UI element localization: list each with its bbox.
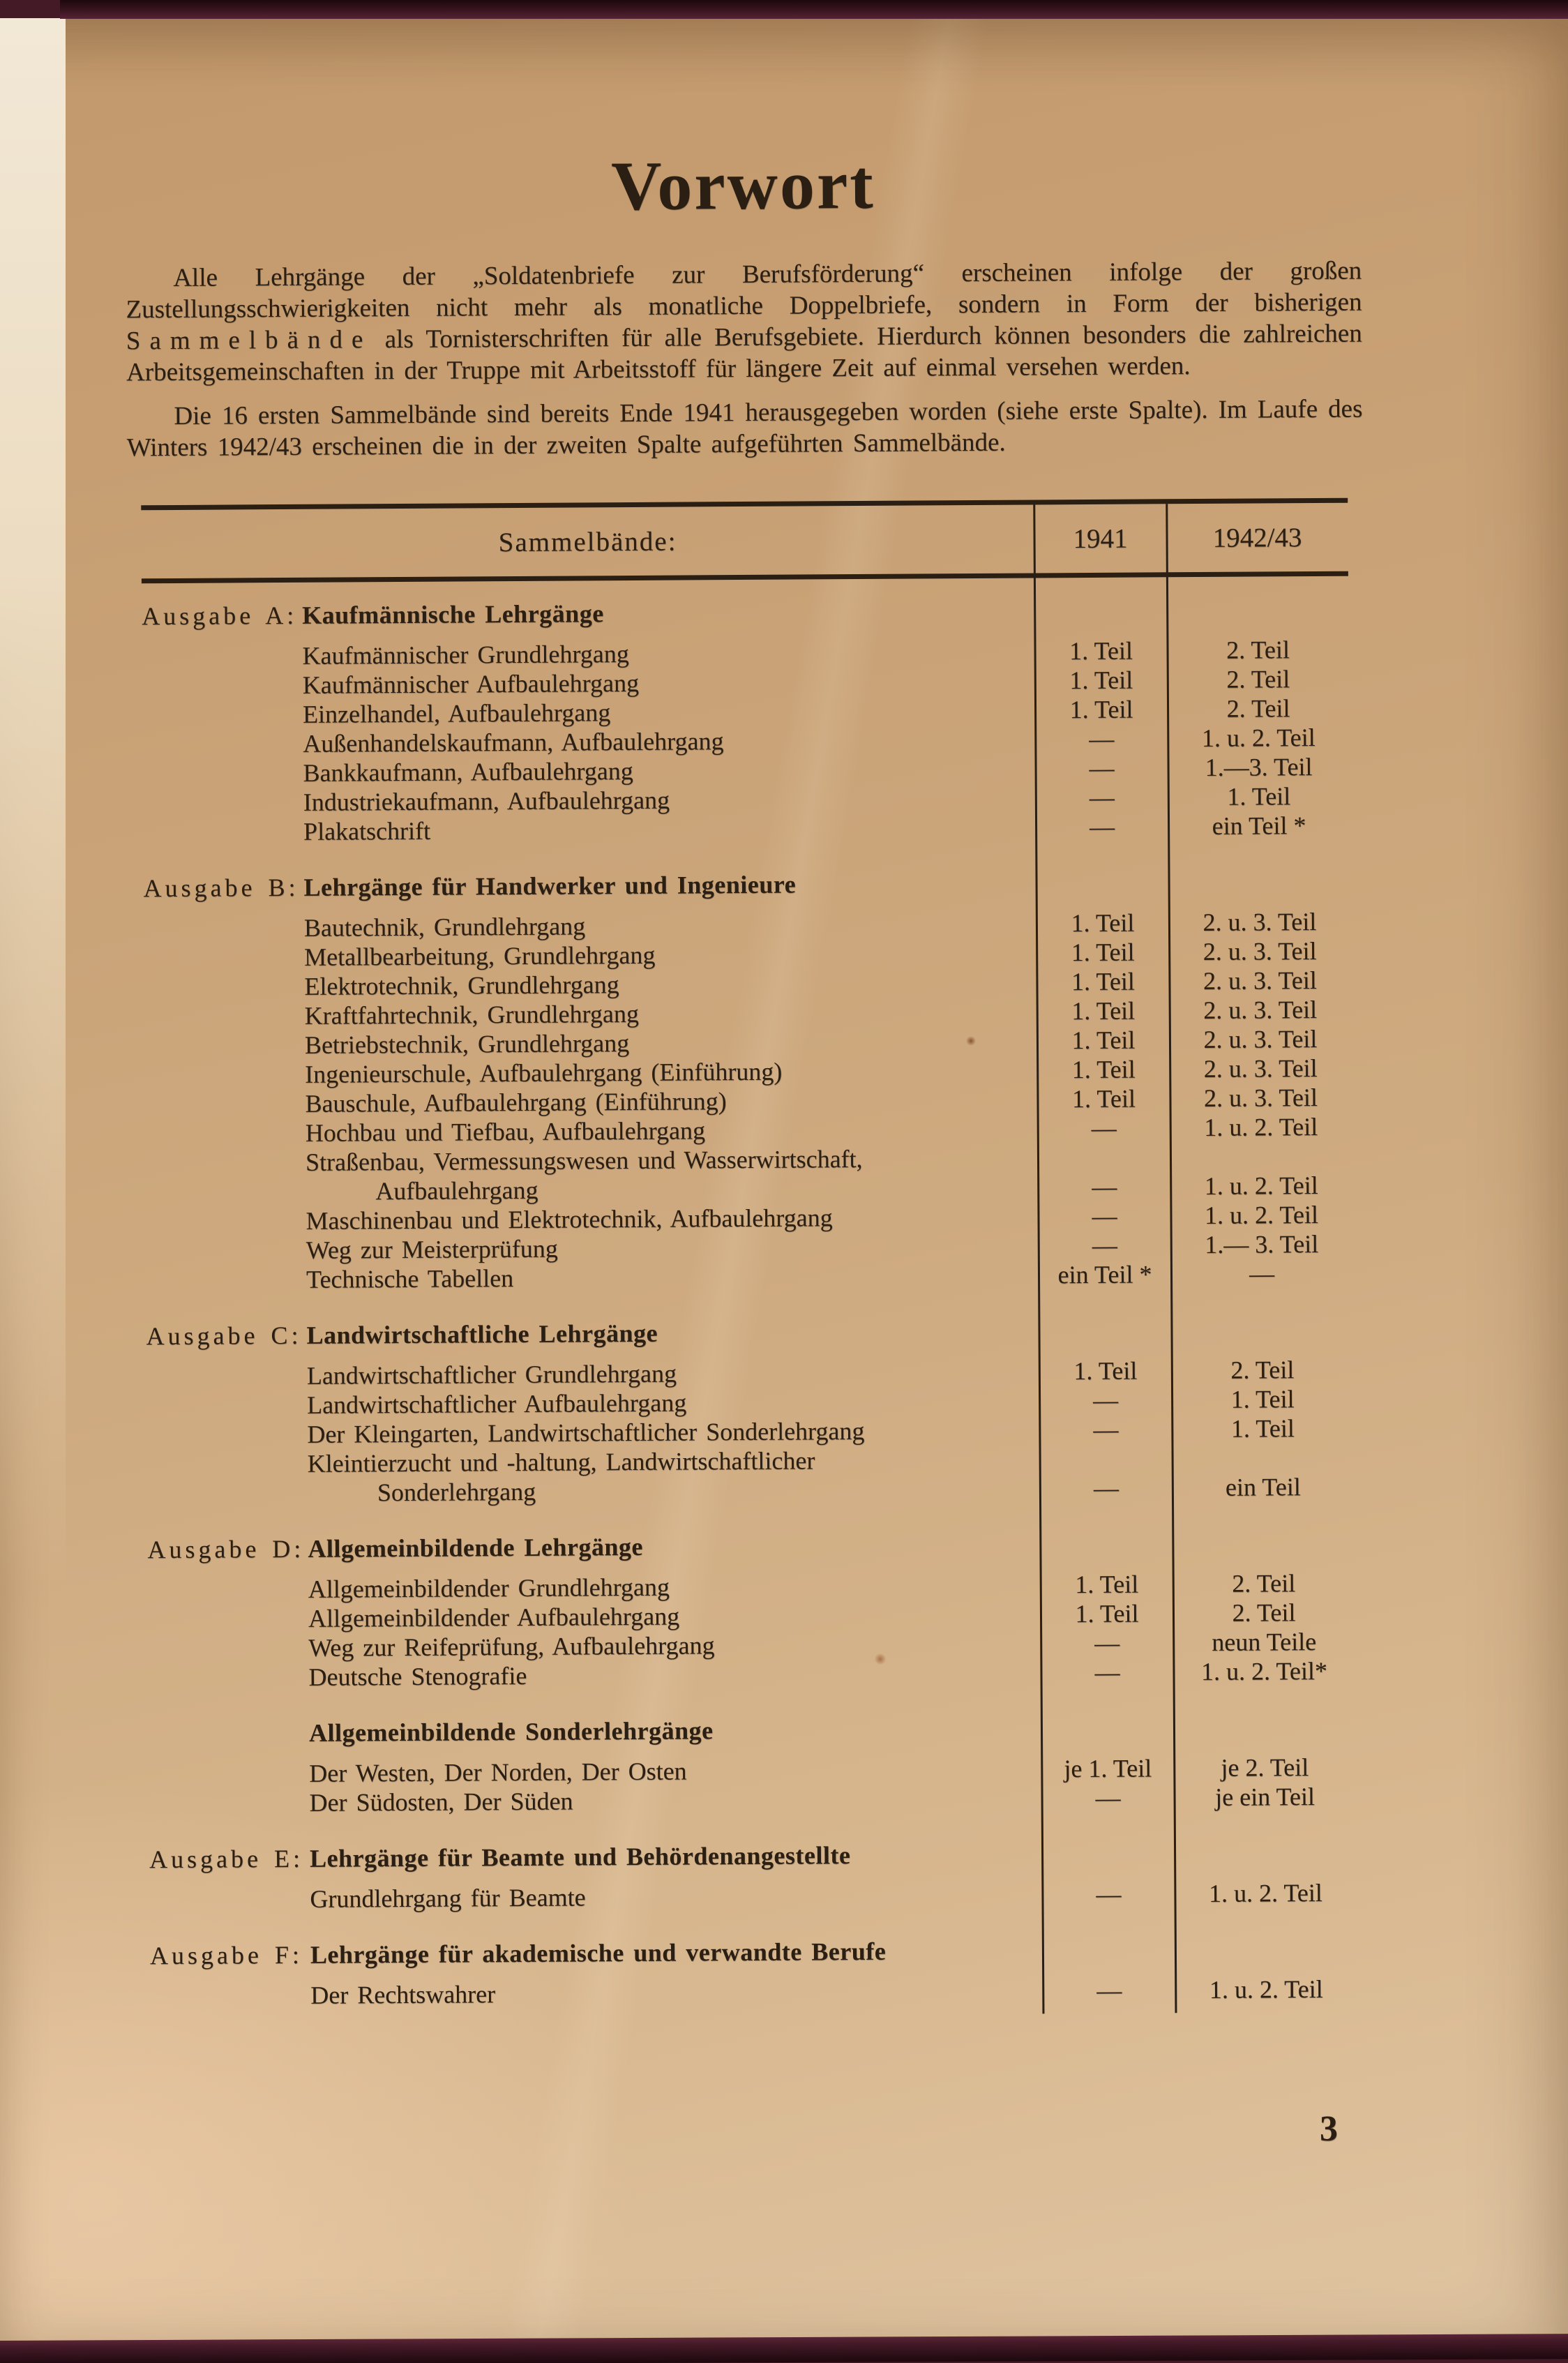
section-heading-cell (149, 1713, 1041, 1748)
section-heading-1942-43-cell (1175, 1949, 1357, 1950)
row-name-line: Technische Tabellen (306, 1264, 514, 1293)
paper-sheet (0, 18, 1568, 2342)
section-label: Ausgabe D: (147, 1534, 305, 1564)
row-name-line: Kraftfahrtechnik, Grundlehrgang (304, 999, 639, 1030)
row-value-1941: 1. Teil (1075, 1570, 1139, 1599)
row-value-1941: 1. Teil (1073, 1356, 1138, 1386)
row-value-1942-43: 1. u. 2. Teil (1208, 1878, 1322, 1907)
row-value-1942-43: 2. Teil (1230, 1356, 1295, 1384)
section-label: Ausgabe C: (146, 1321, 302, 1351)
row-value-1941: — (1091, 1113, 1117, 1142)
row-name (146, 1260, 1039, 1295)
page-number: 3 (1320, 2109, 1338, 2149)
row-value-1941: 1. Teil (1071, 967, 1135, 996)
section-heading-cell (147, 1529, 1040, 1564)
section-label: Ausgabe B: (143, 873, 299, 903)
row-value-1942-43: 1. u. 2. Teil (1204, 1200, 1319, 1229)
row-value-1942-43: 1. Teil (1230, 1385, 1295, 1413)
adjacent-page-edge (0, 18, 66, 1588)
row-name-line: Der Kleingarten, Landwirtschaftlicher Sonderlehrgang (307, 1416, 865, 1448)
row-name (147, 1444, 1040, 1508)
row-value-1942-43: 2. Teil (1226, 636, 1290, 664)
row-value-1942-43: 2. u. 3. Teil (1203, 1083, 1318, 1112)
row-name-line: Landwirtschaftlicher Grundlehrgang (306, 1359, 677, 1390)
section-heading-1941-cell (1043, 1949, 1175, 1950)
row-name-line: Maschinenbau und Elektrotechnik, Aufbaulehrgang (306, 1203, 833, 1235)
row-name-line: Landwirtschaftlicher Aufbaulehrgang (307, 1388, 687, 1419)
row-value-1942-43: 1.—3. Teil (1205, 753, 1313, 781)
row-value-1942-43: 2. Teil (1226, 694, 1290, 723)
row-value-1941: 1. Teil (1069, 666, 1133, 695)
section-heading-1942-43-cell (1175, 1852, 1356, 1854)
section-label: Ausgabe F: (149, 1940, 303, 1970)
section-heading-1942-43-cell (1173, 1543, 1354, 1544)
row-name-line: Allgemeinbildender Grundlehrgang (308, 1573, 670, 1603)
row-value-1942-43: 1. u. 2. Teil (1201, 723, 1316, 752)
row-value-1941: — (1089, 753, 1115, 782)
row-name-line: Industriekaufmann, Aufbaulehrgang (303, 786, 670, 816)
paragraph-segment: Alle Lehrgänge der „Soldatenbriefe zur Berufsförderung“ erscheinen infolge der großen Zustellungsschwierigkeiten nicht mehr als monatliche Doppelbriefe, sondern in Form der bisherigen (126, 256, 1362, 324)
row-value-1941: — (1094, 1658, 1120, 1686)
row-value-1942-43: 1.— 3. Teil (1205, 1229, 1319, 1259)
row-value-1941: — (1095, 1783, 1121, 1812)
row-value-1941: — (1092, 1172, 1117, 1201)
column-header-name: Sammelbände: (498, 526, 677, 557)
row-name (150, 1976, 1043, 2011)
section-heading-1942-43-cell (1171, 1329, 1352, 1330)
row-value-1942-43: 2. u. 3. Teil (1203, 936, 1317, 966)
row-value-1942-43: 2. Teil (1232, 1569, 1296, 1598)
section-heading-cell (150, 1935, 1043, 1970)
section-title: Landwirtschaftliche Lehrgänge (306, 1319, 658, 1349)
row-name-continuation: Sonderlehrgang (377, 1477, 536, 1507)
row-value-1941: ein Teil * (1057, 1260, 1152, 1289)
row-name-line: Der Südosten, Der Süden (309, 1787, 573, 1817)
row-value-1942-43: 1. u. 2. Teil (1204, 1112, 1318, 1141)
row-value-1941: 1. Teil (1071, 1055, 1136, 1084)
row-name-line: Grundlehrgang für Beamte (310, 1883, 586, 1913)
row-value-1942-43: 2. u. 3. Teil (1203, 1024, 1318, 1053)
section-label (149, 1741, 309, 1742)
row-value-1941: je 1. Teil (1064, 1754, 1152, 1783)
section-title: Kaufmännische Lehrgänge (302, 599, 604, 629)
row-value-1941: — (1093, 1415, 1119, 1443)
row-value-1941: 1. Teil (1071, 938, 1135, 967)
row-value-1942-43: ein Teil * (1212, 811, 1306, 840)
section-heading-1941-cell (1036, 882, 1169, 883)
row-value-1941: — (1092, 1386, 1119, 1414)
page-content (124, 15, 1372, 2020)
intro-paragraph-1 (126, 255, 1362, 389)
row-value-1941: 1. Teil (1071, 1026, 1136, 1055)
row-name-line: Hochbau und Tiefbau, Aufbaulehrgang (305, 1116, 706, 1147)
row-value-1942-43: 2. u. 3. Teil (1203, 995, 1318, 1024)
row-name-line: Plakatschrift (303, 816, 431, 846)
row-value-1942-43: ein Teil (1225, 1473, 1301, 1501)
row-value-1941: — (1096, 1880, 1122, 1908)
intro-paragraph-2: Die 16 ersten Sammelbände sind bereits Ende 1941 herausgegeben worden (siehe erste Spalte). Im Laufe des Winters 1942/43 erscheinen die in der zweiten Spalte aufgeführten Sammelbände. (126, 394, 1363, 463)
row-value-1942-43: 2. Teil (1232, 1598, 1296, 1627)
section-title: Lehrgänge für Beamte und Behördenangestellte (309, 1841, 851, 1873)
row-name-line: Bauschule, Aufbaulehrgang (Einführung) (305, 1087, 727, 1118)
section-heading-cell (143, 868, 1036, 903)
row-value-1941: — (1092, 1201, 1117, 1230)
section-heading-cell (146, 1316, 1039, 1351)
section-heading-cell (142, 596, 1034, 631)
row-value-1941: — (1096, 1976, 1122, 2004)
section-heading-1941-cell (1042, 1853, 1175, 1854)
page-title: Vorwort (610, 145, 875, 225)
row-value-1942-43: neun Teile (1212, 1628, 1317, 1656)
row-value-1942-43: je ein Teil (1215, 1783, 1316, 1811)
row-name-line: Betriebstechnik, Grundlehrgang (304, 1029, 630, 1059)
section-title: Allgemeinbildende Lehrgänge (308, 1532, 644, 1563)
row-value-1942-43: 2. u. 3. Teil (1203, 966, 1317, 995)
row-value-1941: 1. Teil (1069, 695, 1133, 724)
row-name-line: Kleintierzucht und -haltung, Landwirtschaftlicher (307, 1446, 815, 1478)
row-value-1941: 1. Teil (1071, 1084, 1136, 1113)
row-name (143, 812, 1036, 847)
row-value-1941: — (1094, 1628, 1120, 1657)
row-name-line: Kaufmännischer Grundlehrgang (302, 640, 629, 670)
row-value-1942-43: 1. u. 2. Teil* (1200, 1656, 1328, 1686)
row-name-line: Weg zur Reifeprüfung, Aufbaulehrgang (308, 1631, 715, 1662)
row-name (149, 1783, 1041, 1818)
section-heading-1941-cell (1040, 1543, 1173, 1544)
row-name-line: Elektrotechnik, Grundlehrgang (304, 970, 619, 1000)
row-name (148, 1658, 1041, 1693)
row-value-1941: — (1089, 724, 1115, 753)
row-value-1942-43: 2. Teil (1226, 665, 1290, 693)
row-name-line: Weg zur Meisterprüfung (306, 1234, 558, 1264)
row-value-1941: — (1089, 783, 1115, 811)
row-value-1942-43: 1. u. 2. Teil (1209, 1974, 1323, 2004)
row-value-1941: — (1093, 1473, 1120, 1502)
row-value-1942-43: je 2. Teil (1221, 1753, 1309, 1782)
row-value-1942-43: 1. Teil (1227, 782, 1291, 811)
section-heading-1942-43-cell (1167, 609, 1348, 610)
section-heading-1942-43-cell (1169, 881, 1350, 883)
row-name-line: Kaufmännischer Aufbaulehrgang (302, 668, 640, 699)
row-value-1941: 1. Teil (1069, 636, 1133, 666)
row-value-1942-43: 2. u. 3. Teil (1203, 907, 1317, 936)
emphasized-word: Sammelbände (126, 325, 372, 356)
row-name-line: Der Rechtswahrer (310, 1980, 496, 2009)
row-name-line: Ingenieurschule, Aufbaulehrgang (Einführung) (305, 1057, 783, 1088)
row-name (149, 1880, 1042, 1914)
row-value-1941: — (1089, 812, 1115, 841)
row-name-line: Bautechnik, Grundlehrgang (303, 912, 586, 942)
row-name-line: Straßenbau, Vermessungswesen und Wasserwirtschaft, (305, 1144, 863, 1176)
section-heading-1941-cell (1041, 1727, 1174, 1728)
binding-edge-top (60, 0, 1568, 19)
row-value-1941: 1. Teil (1075, 1599, 1139, 1628)
row-value-1941: — (1092, 1231, 1117, 1259)
row-value-1942-43: 1. Teil (1230, 1414, 1295, 1443)
section-heading-cell (149, 1839, 1042, 1874)
section-label: Ausgabe E: (149, 1844, 304, 1874)
row-name-line: Einzelhandel, Aufbaulehrgang (302, 698, 611, 728)
row-name-line: Deutsche Stenografie (308, 1661, 527, 1691)
row-name-line: Metallbearbeitung, Grundlehrgang (304, 940, 656, 971)
section-label: Ausgabe A: (142, 601, 298, 631)
section-title: Lehrgänge für akademische und verwandte Berufe (310, 1937, 887, 1969)
volumes-table (141, 498, 1357, 2020)
row-name-line: Der Westen, Der Norden, Der Osten (309, 1757, 687, 1787)
row-value-1941: 1. Teil (1071, 996, 1136, 1026)
section-title: Lehrgänge für Handwerker und Ingenieure (303, 870, 797, 901)
row-value-1942-43: 2. u. 3. Teil (1203, 1053, 1318, 1083)
row-name-line: Allgemeinbildender Aufbaulehrgang (308, 1602, 680, 1633)
section-heading-1942-43-cell (1174, 1727, 1355, 1728)
row-value-1942-43: 1. u. 2. Teil (1204, 1171, 1318, 1200)
column-header-1942-43: 1942/43 (1212, 522, 1302, 553)
row-name (145, 1143, 1038, 1207)
row-name-continuation: Aufbaulehrgang (375, 1176, 538, 1206)
paragraph-segment: als Tornisterschriften für alle Berufsgebiete. Hierdurch können besonders die zahlreichen Arbeitsgemeinschaften in der Truppe mit Arbeitsstoff für längere Zeit auf einmal versehen werden. (126, 319, 1362, 387)
row-value-1942-43: — (1249, 1259, 1275, 1288)
row-name-line: Bankkaufmann, Aufbaulehrgang (303, 756, 633, 787)
column-header-1941: 1941 (1073, 523, 1128, 554)
row-value-1941: 1. Teil (1071, 908, 1135, 938)
section-title: Allgemeinbildende Sonderlehrgänge (308, 1716, 714, 1747)
row-name-line: Außenhandelskaufmann, Aufbaulehrgang (303, 727, 724, 758)
